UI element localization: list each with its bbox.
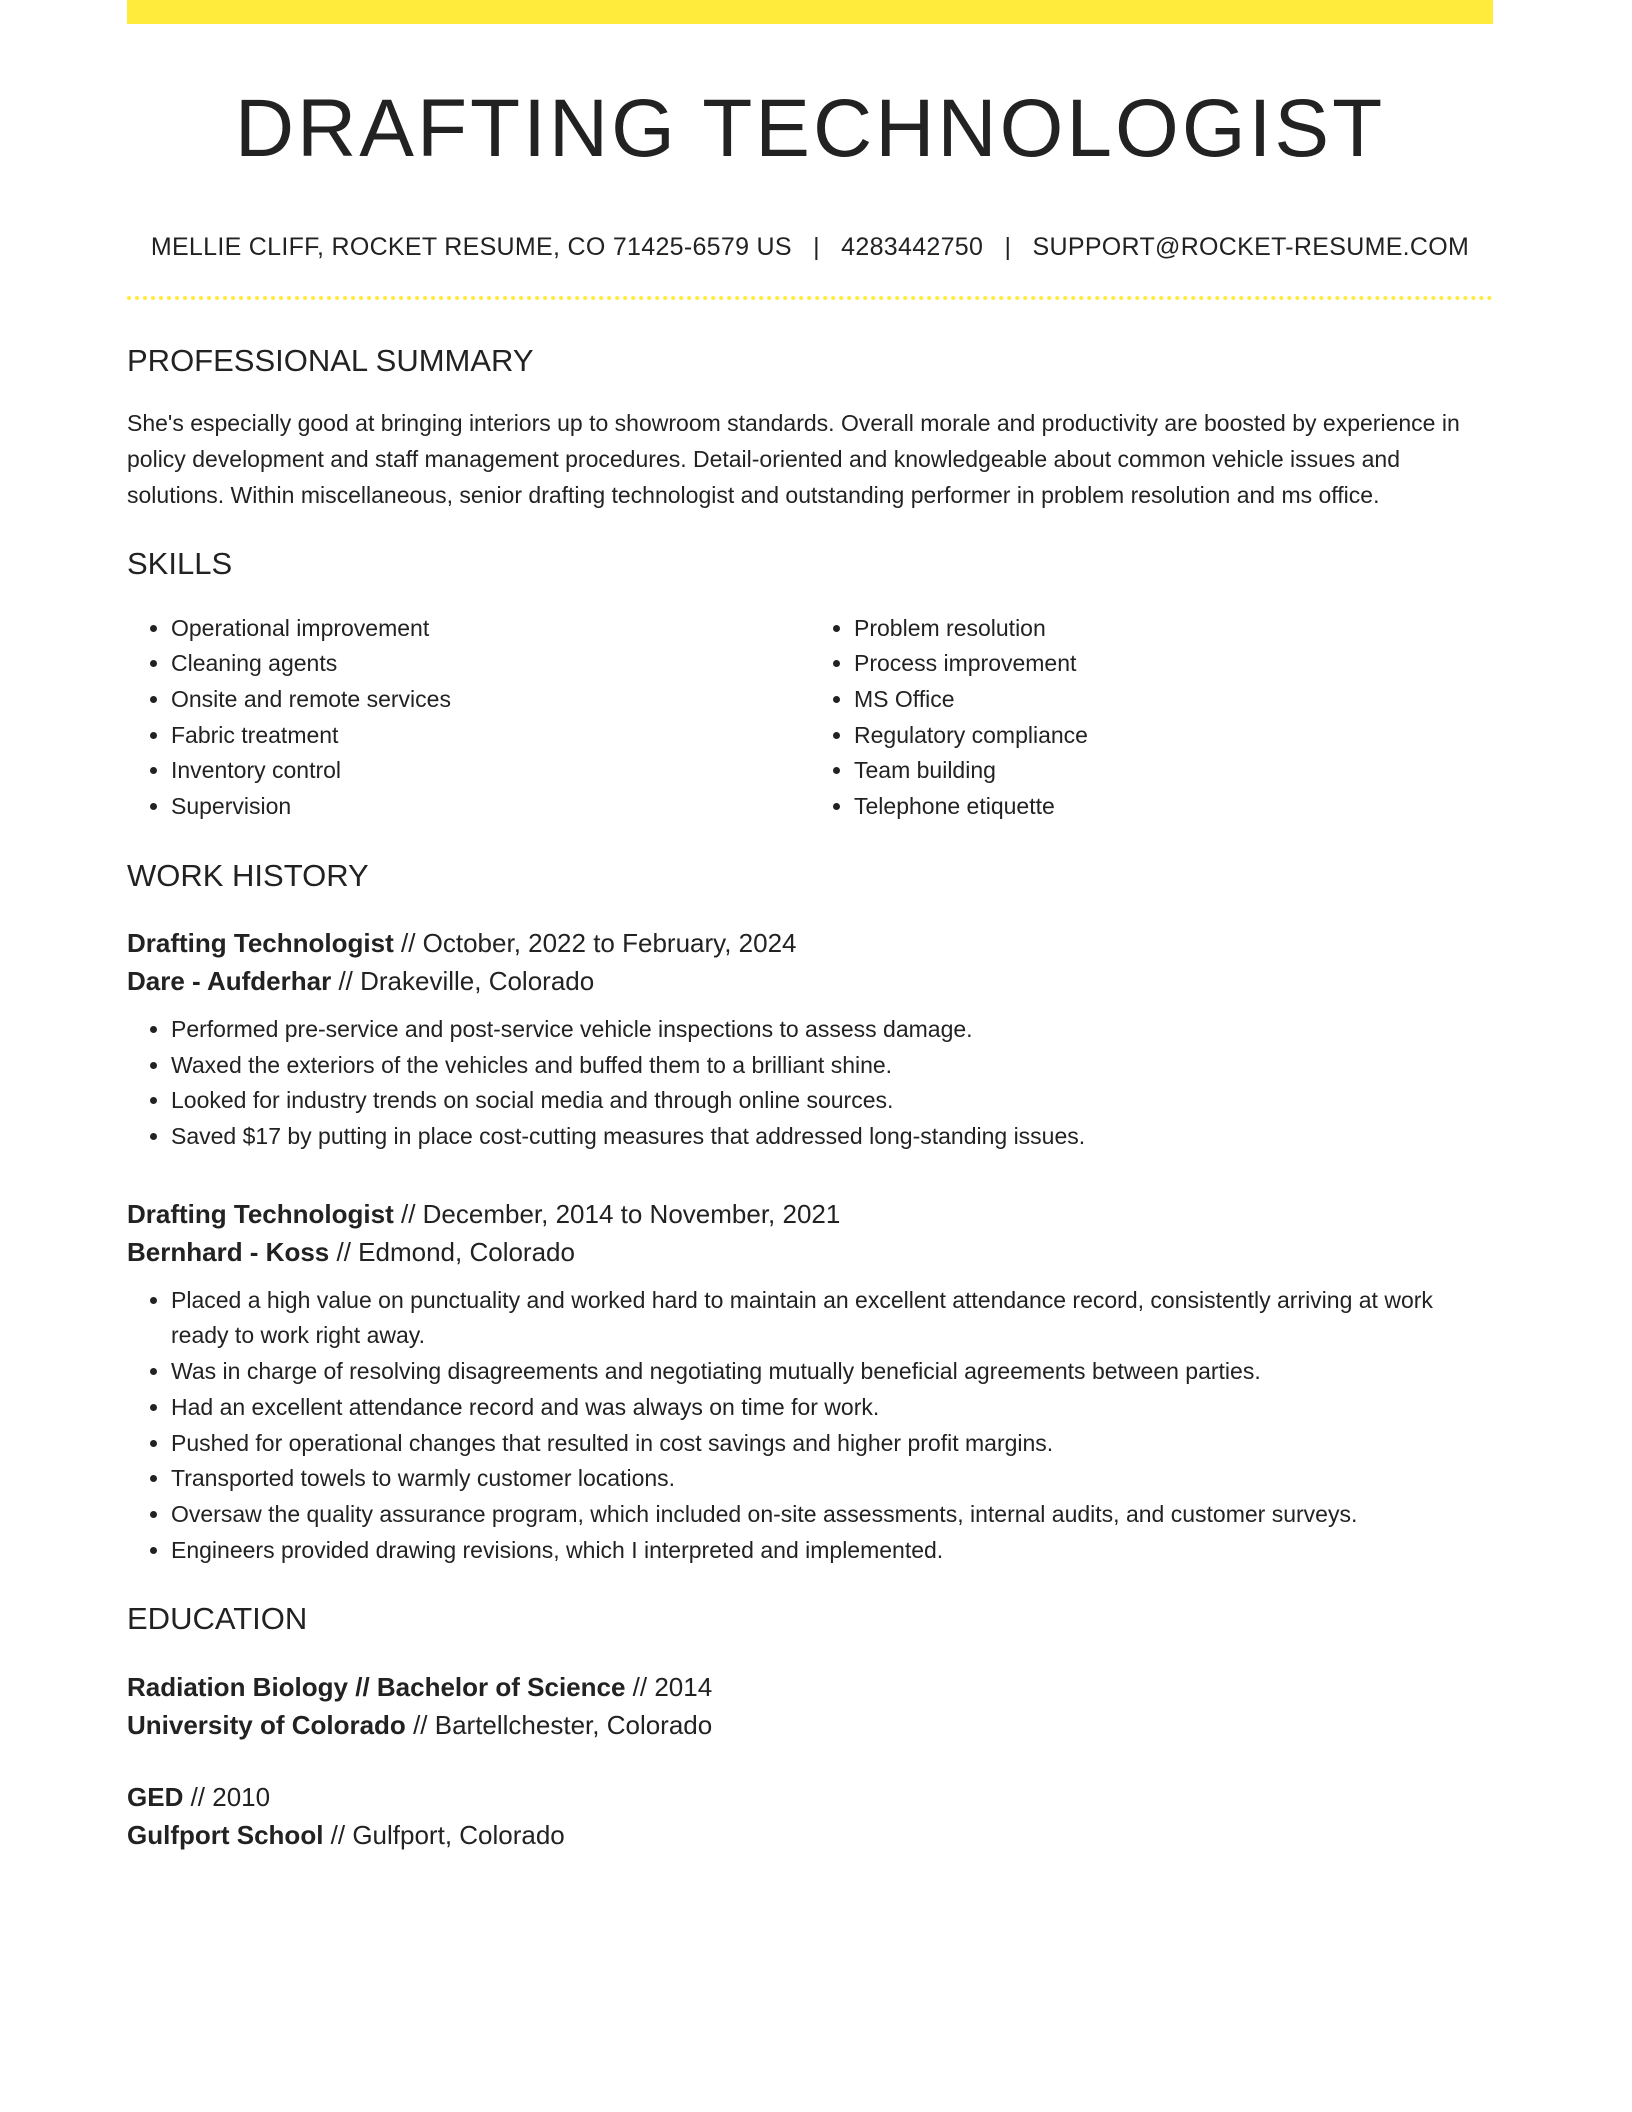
contact-line: [127, 232, 1493, 262]
job-entry: [127, 924, 1493, 1155]
job-bullet: • Transported towels to warmly customer locations.: [171, 1461, 1493, 1497]
skills-heading: SKILLS: [127, 546, 233, 582]
skill-item: • Telephone etiquette: [854, 789, 1493, 825]
contact-email: SUPPORT@ROCKET-RESUME.COM: [1032, 233, 1470, 262]
job-bullet: • Waxed the exteriors of the vehicles and buffed them to a brilliant shine.: [171, 1048, 1493, 1084]
education-heading: EDUCATION: [127, 1601, 308, 1637]
education-degree: Radiation Biology // Bachelor of Science: [127, 1671, 626, 1702]
education-location: // Gulfport, Colorado: [330, 1819, 565, 1850]
job-bullet: • Placed a high value on punctuality and worked hard to maintain an excellent attendance record, consistently arriving at work ready to work right away.: [171, 1283, 1493, 1354]
job-bullet: • Oversaw the quality assurance program, which included on-site assessments, internal audits, and customer surveys.: [171, 1497, 1493, 1533]
education-school: Gulfport School: [127, 1819, 324, 1850]
skills-list-left: [127, 611, 810, 825]
work-history-section: [127, 857, 1493, 1569]
job-bullet: • Saved $17 by putting in place cost-cutting measures that addressed long-standing issues.: [171, 1119, 1493, 1155]
skill-item: • MS Office: [854, 682, 1493, 718]
education-degree-line: [127, 1668, 1493, 1706]
contact-separator: |: [1004, 233, 1012, 262]
job-bullet: • Looked for industry trends on social media and through online sources.: [171, 1083, 1493, 1119]
education-entry: [127, 1668, 1493, 1744]
contact-separator: |: [813, 233, 820, 262]
skill-item: • Problem resolution: [854, 611, 1493, 647]
summary-heading: PROFESSIONAL SUMMARY: [127, 343, 534, 379]
skill-item: • Operational improvement: [171, 611, 810, 647]
job-title: Drafting Technologist: [127, 927, 394, 958]
contact-phone: 4283442750: [841, 233, 984, 262]
skill-item: • Process improvement: [854, 646, 1493, 682]
education-year: // 2014: [632, 1671, 713, 1702]
skill-item: • Team building: [854, 753, 1493, 789]
job-bullet: • Was in charge of resolving disagreements and negotiating mutually beneficial agreements between parties.: [171, 1354, 1493, 1390]
education-school-line: [127, 1706, 1493, 1744]
education-school: University of Colorado: [127, 1709, 406, 1740]
job-company-line: [127, 962, 1493, 1000]
dotted-divider: [127, 296, 1493, 300]
job-company: Bernhard - Koss: [127, 1236, 330, 1267]
job-bullet: • Engineers provided drawing revisions, which I interpreted and implemented.: [171, 1533, 1493, 1569]
skill-item: • Supervision: [171, 789, 810, 825]
work-history-heading: WORK HISTORY: [127, 857, 369, 893]
education-degree-line: [127, 1778, 1493, 1816]
summary-section: [127, 342, 1493, 513]
job-company-line: [127, 1233, 1493, 1271]
skills-columns: [127, 611, 1493, 825]
job-bullet: • Performed pre-service and post-service vehicle inspections to assess damage.: [171, 1012, 1493, 1048]
job-location: // Drakeville, Colorado: [338, 965, 595, 996]
skills-list-right: [810, 611, 1493, 825]
contact-address: MELLIE CLIFF, ROCKET RESUME, CO 71425-6579 US: [150, 233, 792, 262]
job-title-line: [127, 1195, 1493, 1233]
resume-title: DRAFTING TECHNOLOGIST: [234, 83, 1386, 174]
job-bullet: • Had an excellent attendance record and was always on time for work.: [171, 1390, 1493, 1426]
skill-item: • Fabric treatment: [171, 718, 810, 754]
skill-item: • Inventory control: [171, 753, 810, 789]
education-school-line: [127, 1816, 1493, 1854]
education-location: // Bartellchester, Colorado: [413, 1709, 713, 1740]
skill-item: • Onsite and remote services: [171, 682, 810, 718]
education-entry: [127, 1778, 1493, 1854]
skills-section: [127, 545, 1493, 824]
summary-text: She's especially good at bringing interiors up to showroom standards. Overall morale and productivity are boosted by experience in policy development and staff management procedures. Detail-oriented and knowledgeable about common vehicle issues and solutions. Within miscellaneous, senior drafting technologist and outstanding performer in problem resolution and ms office.: [127, 410, 1460, 509]
job-bullet: • Pushed for operational changes that resulted in cost savings and higher profit margins.: [171, 1426, 1493, 1462]
job-location: // Edmond, Colorado: [336, 1236, 575, 1267]
job-entry: [127, 1195, 1493, 1569]
education-degree: GED: [127, 1781, 184, 1812]
education-section: [127, 1600, 1493, 1853]
education-year: // 2010: [190, 1781, 271, 1812]
skill-item: • Regulatory compliance: [854, 718, 1493, 754]
resume-page: [127, 0, 1493, 1854]
job-title: Drafting Technologist: [127, 1198, 394, 1229]
job-bullets: [127, 1283, 1493, 1569]
job-company: Dare - Aufderhar: [127, 965, 332, 996]
job-dates: // October, 2022 to February, 2024: [400, 927, 797, 958]
job-bullets: [127, 1012, 1493, 1155]
job-title-line: [127, 924, 1493, 962]
skill-item: • Cleaning agents: [171, 646, 810, 682]
accent-top-bar: [127, 0, 1493, 24]
job-dates: // December, 2014 to November, 2021: [400, 1198, 841, 1229]
